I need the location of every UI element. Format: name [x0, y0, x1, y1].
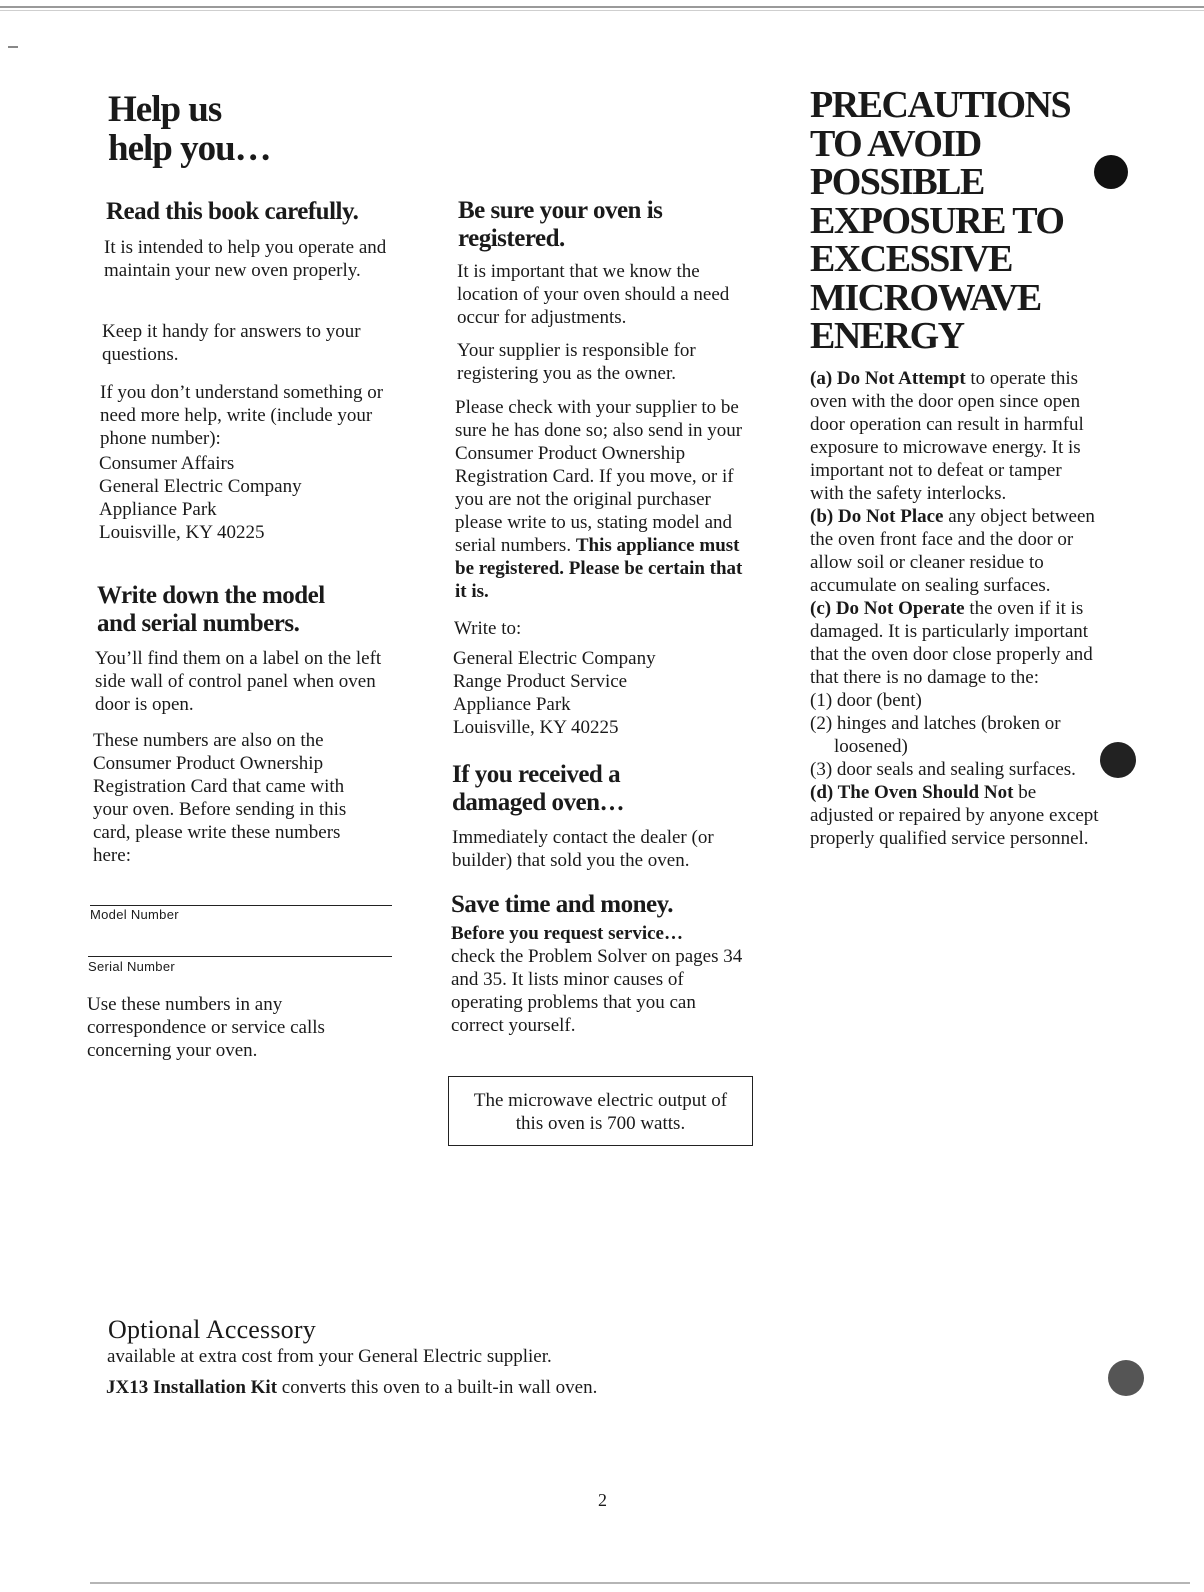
registered-heading-line2: registered.	[458, 225, 565, 252]
model-number-line	[90, 905, 392, 906]
range-service-address	[453, 647, 753, 739]
save-paragraph	[451, 922, 751, 1037]
precaution-b	[810, 505, 1100, 597]
precautions-title-line: EXCESSIVE	[810, 238, 1012, 280]
write-to-label: Write to:	[454, 618, 522, 639]
precautions-title-line: PRECAUTIONS	[810, 84, 1071, 126]
precaution-c-item: (2) hinges and latches (broken or loosened)	[810, 713, 1061, 757]
precautions-title-line: ENERGY	[810, 315, 964, 357]
accessory-heading: Optional Accessory	[108, 1315, 316, 1344]
page-number: 2	[598, 1490, 607, 1510]
address-line: Consumer Affairs	[99, 453, 235, 474]
address-line: Louisville, KY 40225	[99, 522, 265, 543]
registered-paragraph-2: Your supplier is responsible for registering you as the owner.	[457, 340, 696, 384]
address-line: Louisville, KY 40225	[453, 717, 619, 738]
precautions-title-line: EXPOSURE TO	[810, 199, 1064, 242]
accessory-kit-bold: JX13 Installation Kit	[106, 1377, 278, 1398]
margin-mark	[8, 46, 18, 48]
damaged-heading-line2: damaged oven…	[452, 789, 624, 816]
precaution-d-bold: (d) The Oven Should Not	[810, 782, 1014, 803]
precaution-a-text: to operate this oven with the door open since open door operation can result in harmful exposure to microwave energy. It is important not to defeat or tamper with the safety interlocks.	[810, 368, 1084, 504]
consumer-affairs-address	[99, 452, 399, 544]
address-line: General Electric Company	[453, 648, 656, 669]
registered-paragraph-3-text: Please check with your supplier to be sure he has done so; also send in your Consumer Product Ownership Registration Card. If you move, or if you are not the original purchaser please write to us, stating model and serial numbers.	[455, 397, 743, 556]
page-title	[108, 90, 271, 168]
registered-heading	[458, 197, 758, 253]
registered-heading-line1: Be sure your oven is	[458, 197, 663, 224]
model-heading-line1: Write down the model	[97, 582, 325, 609]
accessory-kit-line	[106, 1376, 806, 1399]
model-number-label: Model Number	[90, 907, 179, 922]
top-border-line-secondary	[0, 10, 1204, 11]
address-line: Appliance Park	[99, 499, 217, 520]
page-title-line1: Help us	[108, 89, 222, 130]
registered-paragraph-3	[455, 396, 757, 603]
registered-paragraph-1: It is important that we know the location of your oven should a need occur for adjustments.	[457, 261, 730, 328]
model-heading	[97, 582, 417, 638]
model-paragraph-2: These numbers are also on the Consumer Product Ownership Registration Card that came with your oven. Before sending in this card, please write these numbers here:	[93, 730, 347, 866]
page-title-line2: help you…	[108, 128, 271, 169]
read-paragraph-3: If you don’t understand something or need more help, write (include your phone number):	[100, 382, 384, 449]
precaution-b-bold: (b) Do Not Place	[810, 506, 944, 527]
damaged-heading	[452, 761, 752, 817]
precaution-b-text: any object between the oven front face and the door or allow soil or cleaner residue to accumulate on sealing surfaces.	[810, 506, 1095, 596]
precaution-c	[810, 597, 1100, 689]
precaution-c-bold: (c) Do Not Operate	[810, 598, 965, 619]
output-box-line2: this oven is 700 watts.	[515, 1113, 686, 1134]
accessory-line: available at extra cost from your General Electric supplier.	[107, 1346, 552, 1367]
binding-hole-icon	[1108, 1360, 1144, 1396]
model-paragraph-3: Use these numbers in any correspondence or service calls concerning your oven.	[87, 994, 325, 1061]
precaution-a-bold: (a) Do Not Attempt	[810, 368, 966, 389]
model-heading-line2: and serial numbers.	[97, 610, 300, 637]
save-heading: Save time and money.	[451, 891, 673, 918]
serial-number-label: Serial Number	[88, 959, 175, 974]
read-heading: Read this book carefully.	[106, 198, 359, 225]
read-paragraph-1: It is intended to help you operate and maintain your new oven properly.	[104, 237, 387, 281]
precaution-c-text: the oven if it is damaged. It is particularly important that the oven door close properly and that there is no damage to the:	[810, 598, 1093, 688]
model-paragraph-1: You’ll find them on a label on the left side wall of control panel when oven door is open.	[95, 648, 382, 715]
precautions-list	[810, 367, 1100, 850]
precaution-d-text: be adjusted or repaired by anyone except properly qualified service personnel.	[810, 782, 1099, 849]
precautions-title	[810, 86, 1110, 356]
top-border-line	[0, 6, 1204, 8]
save-bold-lead: Before you request service…	[451, 923, 683, 944]
precaution-a	[810, 367, 1100, 505]
precaution-c-item: (1) door (bent)	[810, 690, 922, 711]
address-line: Appliance Park	[453, 694, 571, 715]
read-paragraph-2: Keep it handy for answers to your questions.	[102, 321, 361, 365]
bottom-border-line	[90, 1582, 1190, 1584]
binding-hole-icon	[1100, 742, 1136, 778]
precautions-title-line: POSSIBLE	[810, 161, 984, 203]
precaution-d	[810, 781, 1100, 850]
serial-number-line	[88, 956, 392, 957]
address-line: General Electric Company	[99, 476, 302, 497]
registered-paragraph-3-bold: This appliance must be registered. Please be certain that it is.	[455, 535, 743, 602]
binding-hole-icon	[1094, 155, 1128, 189]
accessory-kit-text: converts this oven to a built-in wall oven.	[277, 1377, 598, 1398]
address-line: Range Product Service	[453, 671, 628, 692]
damaged-paragraph: Immediately contact the dealer (or builder) that sold you the oven.	[452, 827, 714, 871]
precautions-title-line: TO AVOID	[810, 122, 981, 165]
microwave-output-box	[448, 1076, 753, 1146]
damaged-heading-line1: If you received a	[452, 761, 621, 788]
save-paragraph-text: check the Problem Solver on pages 34 and 35. It lists minor causes of operating problems that you can correct yourself.	[451, 946, 743, 1036]
precaution-c-item: (3) door seals and sealing surfaces.	[810, 759, 1076, 780]
output-box-line1: The microwave electric output of	[473, 1090, 728, 1111]
precautions-title-line: MICROWAVE	[810, 276, 1041, 319]
